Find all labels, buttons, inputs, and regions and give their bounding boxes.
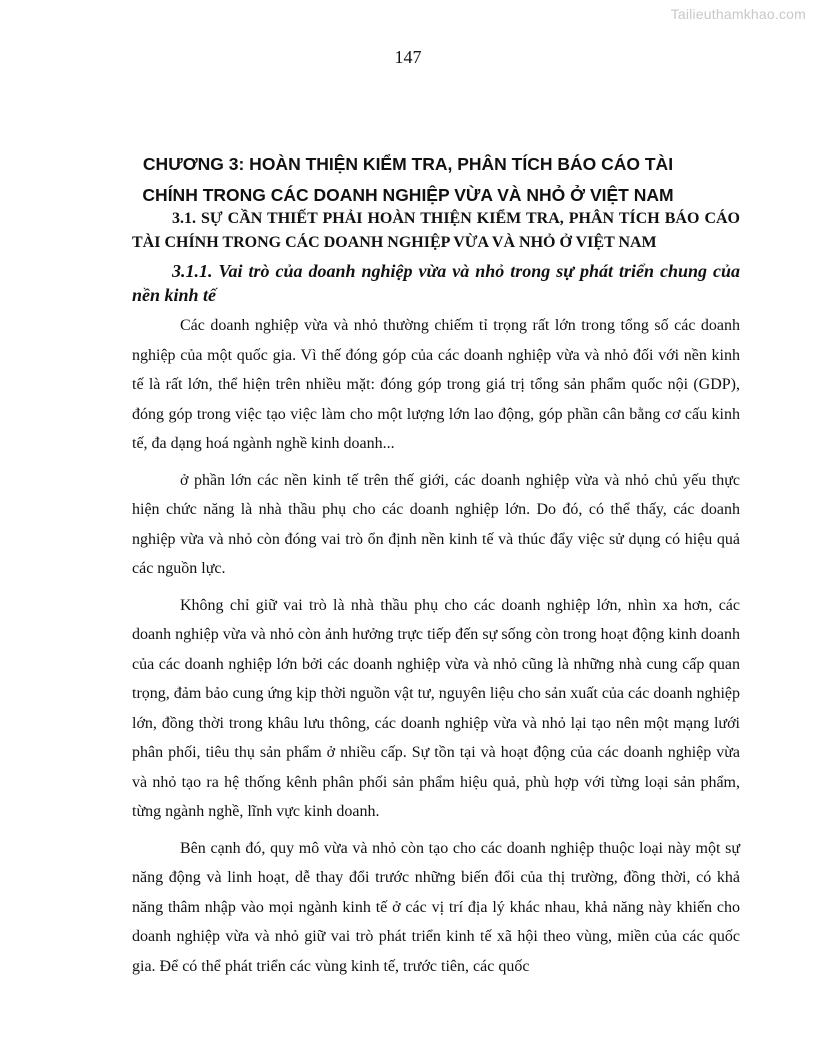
paragraph-2: ở phần lớn các nền kinh tế trên thế giới, các doanh nghiệp vừa và nhỏ chủ yếu thực hiện chức năng là nhà thầu phụ cho các doanh nghiệp lớn. Do đó, có thể thấy, các doanh nghiệp vừa và nhỏ còn đóng vai trò ổn định nền kinh tế và thúc đẩy việc sử dụng có hiệu quả các nguồn lực. <box>132 471 740 577</box>
subsection-heading: 3.1.1. Vai trò của doanh nghiệp vừa và nhỏ trong sự phát triển chung của nền kinh tế <box>132 261 740 305</box>
chapter-title: CHƯƠNG 3: HOÀN THIỆN KIỂM TRA, PHÂN TÍCH BÁO CÁO TÀI CHÍNH TRONG CÁC DOANH NGHIỆP VỪA VÀ NHỎ Ở VIỆT NAM <box>142 153 674 205</box>
page-number: 147 <box>394 47 422 67</box>
paragraph-3: Không chỉ giữ vai trò là nhà thầu phụ cho các doanh nghiệp lớn, nhìn xa hơn, các doanh nghiệp vừa và nhỏ còn ảnh hưởng trực tiếp đến sự sống còn trong hoạt động kinh doanh của các doanh nghiệp lớn bởi các doanh nghiệp vừa và nhỏ cũng là những nhà cung cấp quan trọng, đảm bảo cung ứng kịp thời nguồn vật tư, nguyên liệu cho sản xuất của các doanh nghiệp lớn, đồng thời trong khâu lưu thông, các doanh nghiệp vừa và nhỏ lại tạo nên một mạng lưới phân phối, tiêu thụ sản phẩm ở nhiều cấp. Sự tồn tại và hoạt động của các doanh nghiệp vừa và nhỏ tạo ra hệ thống kênh phân phối sản phẩm hiệu quả, phù hợp với từng loại sản phẩm, từng ngành nghề, lĩnh vực kinh doanh. <box>132 596 740 820</box>
watermark: Tailieuthamkhao.com <box>670 6 806 22</box>
paragraph-1: Các doanh nghiệp vừa và nhỏ thường chiếm tỉ trọng rất lớn trong tổng số các doanh nghiệp của một quốc gia. Vì thế đóng góp của các doanh nghiệp vừa và nhỏ đối với nền kinh tế là rất lớn, thể hiện trên nhiều mặt: đóng góp trong giá trị tổng sản phẩm quốc nội (GDP), đóng góp trong việc tạo việc làm cho một lượng lớn lao động, góp phần cân bằng cơ cấu kinh tế, đa dạng hoá ngành nghề kinh doanh... <box>132 317 740 452</box>
section-heading: 3.1. SỰ CẦN THIẾT PHẢI HOÀN THIỆN KIỂM TRA, PHÂN TÍCH BÁO CÁO TÀI CHÍNH TRONG CÁC DOANH NGHIỆP VỪA VÀ NHỎ Ở VIỆT NAM <box>132 210 740 251</box>
paragraph-4: Bên cạnh đó, quy mô vừa và nhỏ còn tạo cho các doanh nghiệp thuộc loại này một sự năng động và linh hoạt, dễ thay đổi trước những biến đổi của thị trường, đồng thời, có khả năng thâm nhập vào mọi ngành kinh tế ở các vị trí địa lý khác nhau, khả năng này khiến cho doanh nghiệp vừa và nhỏ giữ vai trò phát triển kinh tế xã hội theo vùng, miền của các quốc gia. Để có thể phát triển các vùng kinh tế, trước tiên, các quốc <box>132 839 740 975</box>
document-body <box>132 207 740 988</box>
